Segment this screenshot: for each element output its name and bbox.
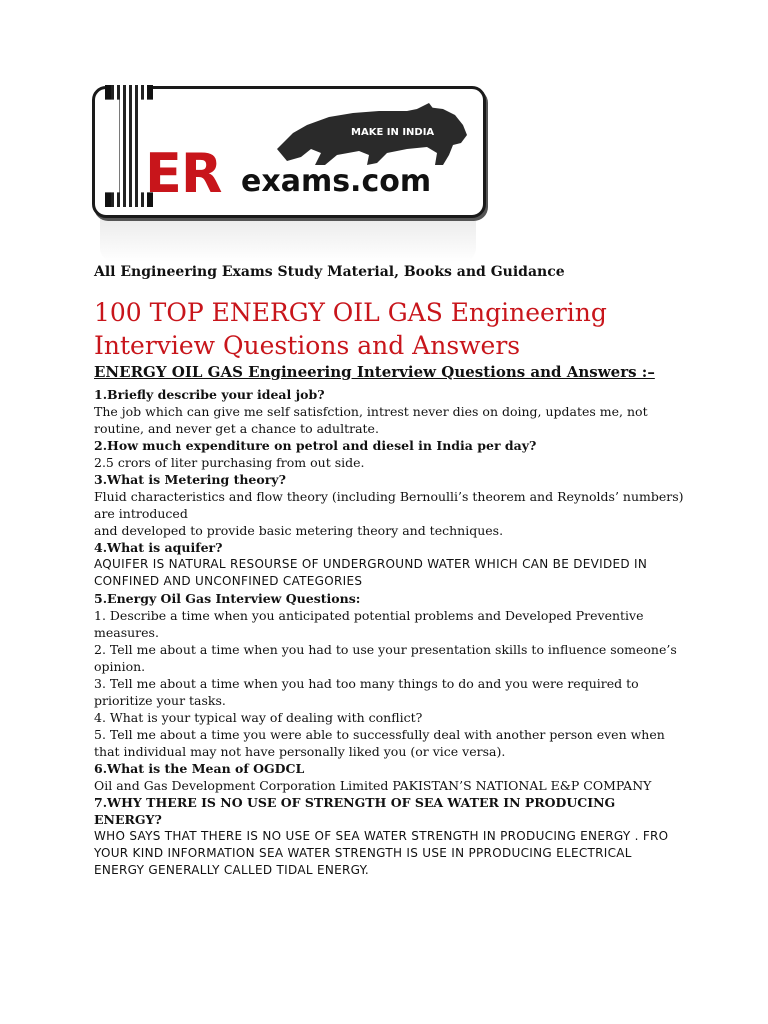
answer-3-line-1: Fluid characteristics and flow theory (including Bernoulli’s theorem and Reynolds’ numbers) are introduced <box>94 489 684 521</box>
logo-er-text: ER <box>145 142 222 205</box>
lion-icon <box>267 103 477 169</box>
answer-5-line-5: 5. Tell me about a time you were able to successfully deal with another person even when that individual may not have personally liked you (or vice versa). <box>94 727 665 759</box>
answer-1-line-1: The job which can give me self satisfction, intrest never dies on doing, updates me, not routine, and never get a chance to adultrate. <box>94 404 648 436</box>
logo-reflection <box>100 218 476 262</box>
answer-7-line-1: WHO SAYS THAT THERE IS NO USE OF SEA WATER STRENGTH IN PRODUCING ENERGY . FRO YOUR KIND INFORMATION SEA WATER STRENGTH IS USE IN PPRODUCING ELECTRICAL ENERGY GENERALLY CALLED TIDAL ENERGY. <box>94 829 669 877</box>
logo-frame <box>92 86 486 218</box>
question-2: 2.How much expenditure on petrol and diesel in India per day? <box>94 438 537 453</box>
question-1: 1.Briefly describe your ideal job? <box>94 387 325 402</box>
qa-list <box>94 386 684 879</box>
answer-5-line-4: 4. What is your typical way of dealing with conflict? <box>94 710 423 725</box>
answer-5-line-1: 1. Describe a time when you anticipated potential problems and Developed Preventive measures. <box>94 608 644 640</box>
question-5: 5.Energy Oil Gas Interview Questions: <box>94 591 361 606</box>
logo-domain-text: exams.com <box>241 164 432 199</box>
page-title: 100 TOP ENERGY OIL GAS Engineering Interview Questions and Answers <box>94 298 607 360</box>
answer-3-line-2: and developed to provide basic metering theory and techniques. <box>94 523 504 538</box>
question-7: 7.WHY THERE IS NO USE OF STRENGTH OF SEA WATER IN PRODUCING ENERGY? <box>94 795 616 827</box>
question-6: 6.What is the Mean of OGDCL <box>94 761 305 776</box>
answer-4-line-1: AQUIFER IS NATURAL RESOURSE OF UNDERGROUND WATER WHICH CAN BE DEVIDED IN CONFINED AND UNCONFINED CATEGORIES <box>94 557 648 588</box>
site-logo <box>92 86 484 216</box>
make-in-india-text: MAKE IN INDIA <box>351 127 435 138</box>
answer-6-line-1: Oil and Gas Development Corporation Limited PAKISTAN’S NATIONAL E&P COMPANY <box>94 778 652 793</box>
answer-5-line-2: 2. Tell me about a time when you had to use your presentation skills to influence someone’s opinion. <box>94 642 677 674</box>
question-3: 3.What is Metering theory? <box>94 472 286 487</box>
answer-2-line-1: 2.5 crors of liter purchasing from out side. <box>94 455 365 470</box>
tagline: All Engineering Exams Study Material, Books and Guidance <box>94 264 565 280</box>
article-body <box>94 362 684 879</box>
question-4: 4.What is aquifer? <box>94 540 223 555</box>
section-heading: ENERGY OIL GAS Engineering Interview Questions and Answers :– <box>94 363 655 381</box>
answer-5-line-3: 3. Tell me about a time when you had too many things to do and you were required to prioritize your tasks. <box>94 676 639 708</box>
